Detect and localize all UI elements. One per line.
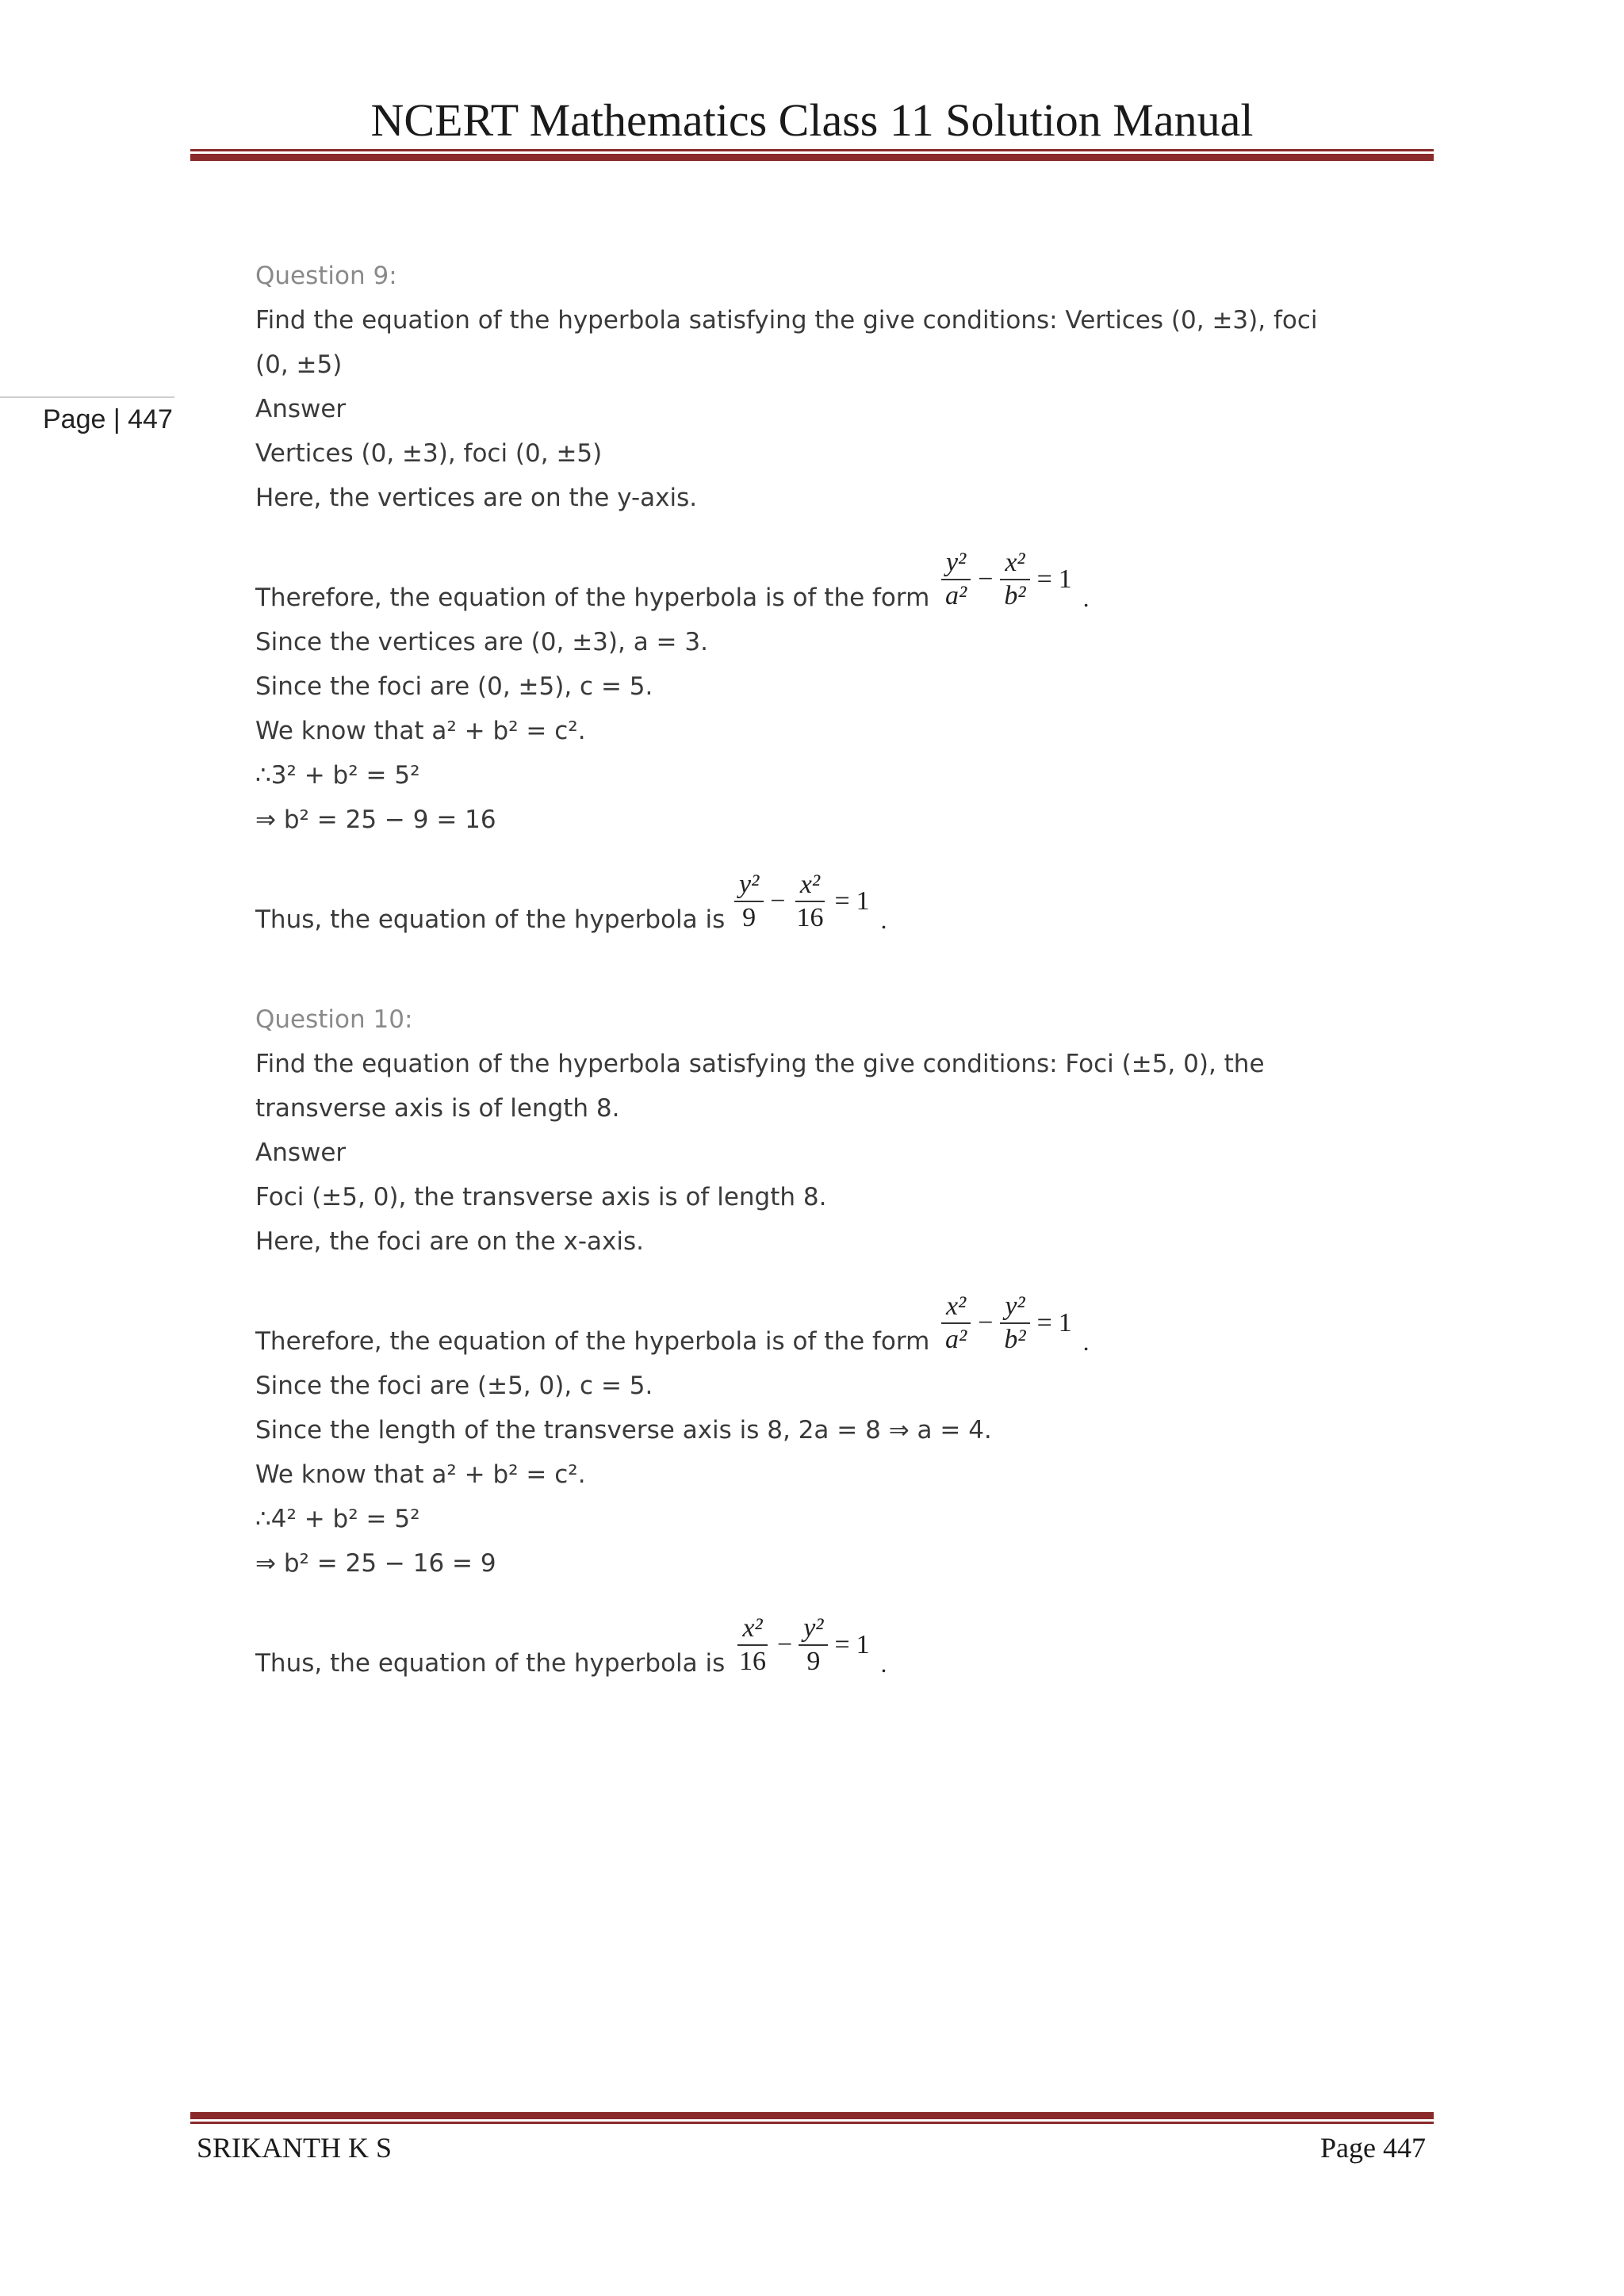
equals-sign: = <box>1036 1308 1052 1337</box>
solution-line: Here, the foci are on the x-axis. <box>255 1227 645 1256</box>
result-equation <box>731 1613 887 1678</box>
question-9-heading: Question 9: <box>255 262 397 290</box>
fraction-denominator: a² <box>945 1325 967 1354</box>
standard-form-line <box>255 1264 1365 1364</box>
question-10-text-line1: Find the equation of the hyperbola satisfying the give conditions: Foci (±5, 0), the <box>255 1050 1265 1078</box>
solution-line: We know that a² + b² = c². <box>255 1460 586 1489</box>
fraction-numerator: x² <box>941 1291 971 1324</box>
fraction-denominator: 9 <box>742 903 756 932</box>
equation-rhs: 1 <box>1058 564 1072 594</box>
minus-sign: − <box>978 564 994 594</box>
standard-form-equation <box>937 1291 1090 1356</box>
solution-line: Since the foci are (±5, 0), c = 5. <box>255 1372 653 1400</box>
fraction-denominator: a² <box>945 581 967 610</box>
solution-line: Since the vertices are (0, ±3), a = 3. <box>255 628 708 656</box>
solution-line: ⇒ b² = 25 − 16 = 9 <box>255 1549 496 1578</box>
minus-sign: − <box>770 886 786 916</box>
standard-form-line <box>255 520 1365 620</box>
fraction-denominator: 16 <box>796 903 824 932</box>
fraction-numerator: y² <box>941 547 971 580</box>
question-10-text-line2: transverse axis is of length 8. <box>255 1094 620 1123</box>
fraction-numerator: y² <box>734 869 764 902</box>
fraction <box>999 547 1030 612</box>
fraction-numerator: y² <box>799 1613 828 1646</box>
fraction-numerator: x² <box>1000 547 1029 580</box>
question-10-heading: Question 10: <box>255 1005 413 1034</box>
solution-line: Here, the vertices are on the y-axis. <box>255 484 698 512</box>
equals-sign: = <box>834 1630 850 1659</box>
solution-line: ⇒ b² = 25 − 9 = 16 <box>255 806 496 834</box>
equals-sign: = <box>834 886 850 916</box>
fraction-denominator: 16 <box>739 1647 766 1676</box>
fraction-denominator: b² <box>1004 581 1026 610</box>
period: . <box>880 1650 887 1678</box>
question-9-text-line2: (0, ±5) <box>255 350 343 379</box>
question-9-text-line1: Find the equation of the hyperbola satisfying the give conditions: Vertices (0, ±3), foci <box>255 306 1318 335</box>
footer-rule-thick <box>190 2112 1434 2119</box>
minus-sign: − <box>777 1630 793 1659</box>
footer-page-number: Page 447 <box>1320 2132 1426 2164</box>
footer-rule-thin <box>190 2122 1434 2124</box>
period: . <box>1082 584 1090 612</box>
fraction <box>734 1613 771 1678</box>
period: . <box>1082 1328 1090 1356</box>
fraction <box>791 869 828 934</box>
fraction <box>940 1291 971 1356</box>
minus-sign: − <box>978 1308 994 1337</box>
solution-line: Since the foci are (0, ±5), c = 5. <box>255 672 653 701</box>
equals-sign: = <box>1036 564 1052 594</box>
margin-divider <box>0 396 174 398</box>
result-equation <box>731 869 887 934</box>
fraction-numerator: y² <box>1000 1291 1029 1324</box>
header-rule-thick <box>190 154 1434 161</box>
result-line <box>255 842 1365 942</box>
fraction <box>999 1291 1030 1356</box>
standard-form-lead: Therefore, the equation of the hyperbola is of the form <box>255 1327 930 1356</box>
margin-page-label: Page | 447 <box>43 404 173 434</box>
equation-rhs: 1 <box>856 1630 870 1659</box>
fraction <box>734 869 764 934</box>
footer-author: SRIKANTH K S <box>197 2132 393 2164</box>
answer-label: Answer <box>255 1138 347 1167</box>
solution-line: Foci (±5, 0), the transverse axis is of length 8. <box>255 1183 827 1211</box>
equation-rhs: 1 <box>856 886 870 916</box>
fraction-denominator: 9 <box>806 1647 821 1676</box>
solution-line: Since the length of the transverse axis is 8, 2a = 8 ⇒ a = 4. <box>255 1416 992 1445</box>
fraction <box>940 547 971 612</box>
fraction-numerator: x² <box>795 869 825 902</box>
period: . <box>880 906 887 934</box>
result-lead: Thus, the equation of the hyperbola is <box>255 1649 726 1678</box>
result-line <box>255 1586 1365 1686</box>
result-lead: Thus, the equation of the hyperbola is <box>255 905 726 934</box>
fraction <box>799 1613 828 1678</box>
solution-line: ∴4² + b² = 5² <box>255 1505 420 1533</box>
solution-line: ∴3² + b² = 5² <box>255 761 420 790</box>
standard-form-lead: Therefore, the equation of the hyperbola is of the form <box>255 584 930 612</box>
solution-line: We know that a² + b² = c². <box>255 717 586 745</box>
header-rule-thin <box>190 149 1434 151</box>
page-header-title: NCERT Mathematics Class 11 Solution Manual <box>370 94 1254 146</box>
fraction-numerator: x² <box>737 1613 767 1646</box>
standard-form-equation <box>937 547 1090 612</box>
fraction-denominator: b² <box>1004 1325 1026 1354</box>
equation-rhs: 1 <box>1058 1308 1072 1337</box>
main-content <box>255 254 1365 1686</box>
answer-label: Answer <box>255 395 347 423</box>
section-gap <box>255 942 1365 997</box>
solution-line: Vertices (0, ±3), foci (0, ±5) <box>255 439 603 468</box>
